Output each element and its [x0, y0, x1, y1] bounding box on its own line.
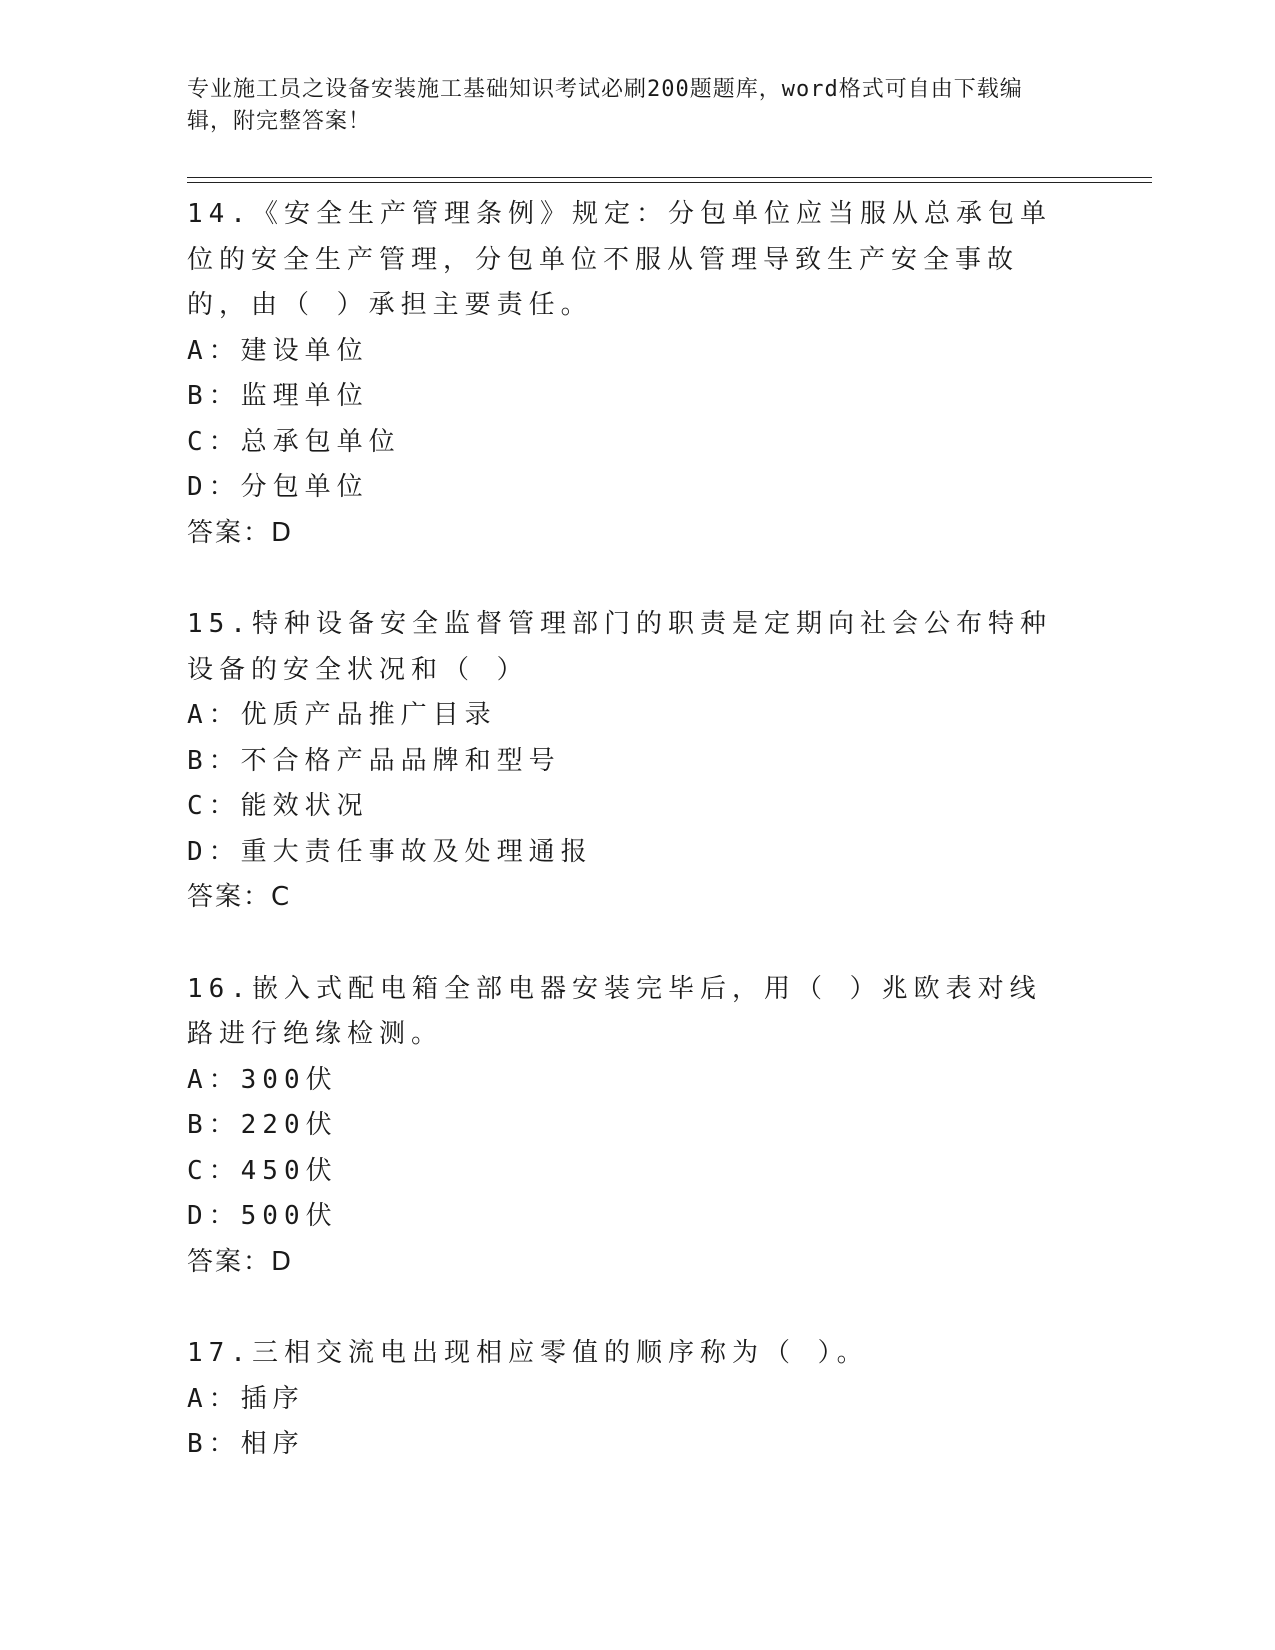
question-list — [187, 192, 1067, 1514]
question-item — [187, 1331, 1067, 1468]
option-c: C：能效状况 — [187, 791, 369, 821]
option-a: A：插序 — [187, 1383, 305, 1414]
option-a: A：300伏 — [187, 1064, 338, 1095]
answer-line: 答案：C — [187, 882, 292, 912]
answer-line: 答案：D — [187, 517, 294, 548]
option-b: B：不合格产品品牌和型号 — [187, 745, 561, 776]
question-item — [187, 967, 1067, 1286]
header-divider-bottom — [187, 182, 1152, 183]
question-stem: 14.《安全生产管理条例》规定：分包单位应当服从总承包单位的安全生产管理，分包单位不服从管理导致生产安全事故的，由（ ）承担主要责任。 — [187, 199, 1052, 320]
header-divider-top — [187, 177, 1152, 178]
question-stem: 15.特种设备安全监督管理部门的职责是定期向社会公布特种设备的安全状况和（ ） — [187, 609, 1052, 685]
question-item — [187, 192, 1067, 556]
option-a: A：优质产品推广目录 — [187, 700, 497, 730]
question-stem: 17.三相交流电出现相应零值的顺序称为（ ）。 — [187, 1338, 869, 1368]
answer-line: 答案：D — [187, 1246, 294, 1277]
question-item — [187, 602, 1067, 921]
option-c: C：450伏 — [187, 1155, 338, 1186]
option-c: C：总承包单位 — [187, 426, 401, 457]
question-stem: 16.嵌入式配电箱全部电器安装完毕后，用（ ）兆欧表对线路进行绝缘检测。 — [187, 973, 1042, 1049]
option-b: B：220伏 — [187, 1110, 338, 1140]
option-d: D：500伏 — [187, 1201, 338, 1231]
document-header: 专业施工员之设备安装施工基础知识考试必刷200题题库，word格式可自由下载编辑，附完整答案！ — [187, 77, 1023, 134]
option-b: B：监理单位 — [187, 381, 369, 411]
option-a: A：建设单位 — [187, 335, 369, 366]
option-b: B：相序 — [187, 1429, 305, 1459]
option-d: D：分包单位 — [187, 472, 369, 502]
option-d: D：重大责任事故及处理通报 — [187, 836, 593, 867]
